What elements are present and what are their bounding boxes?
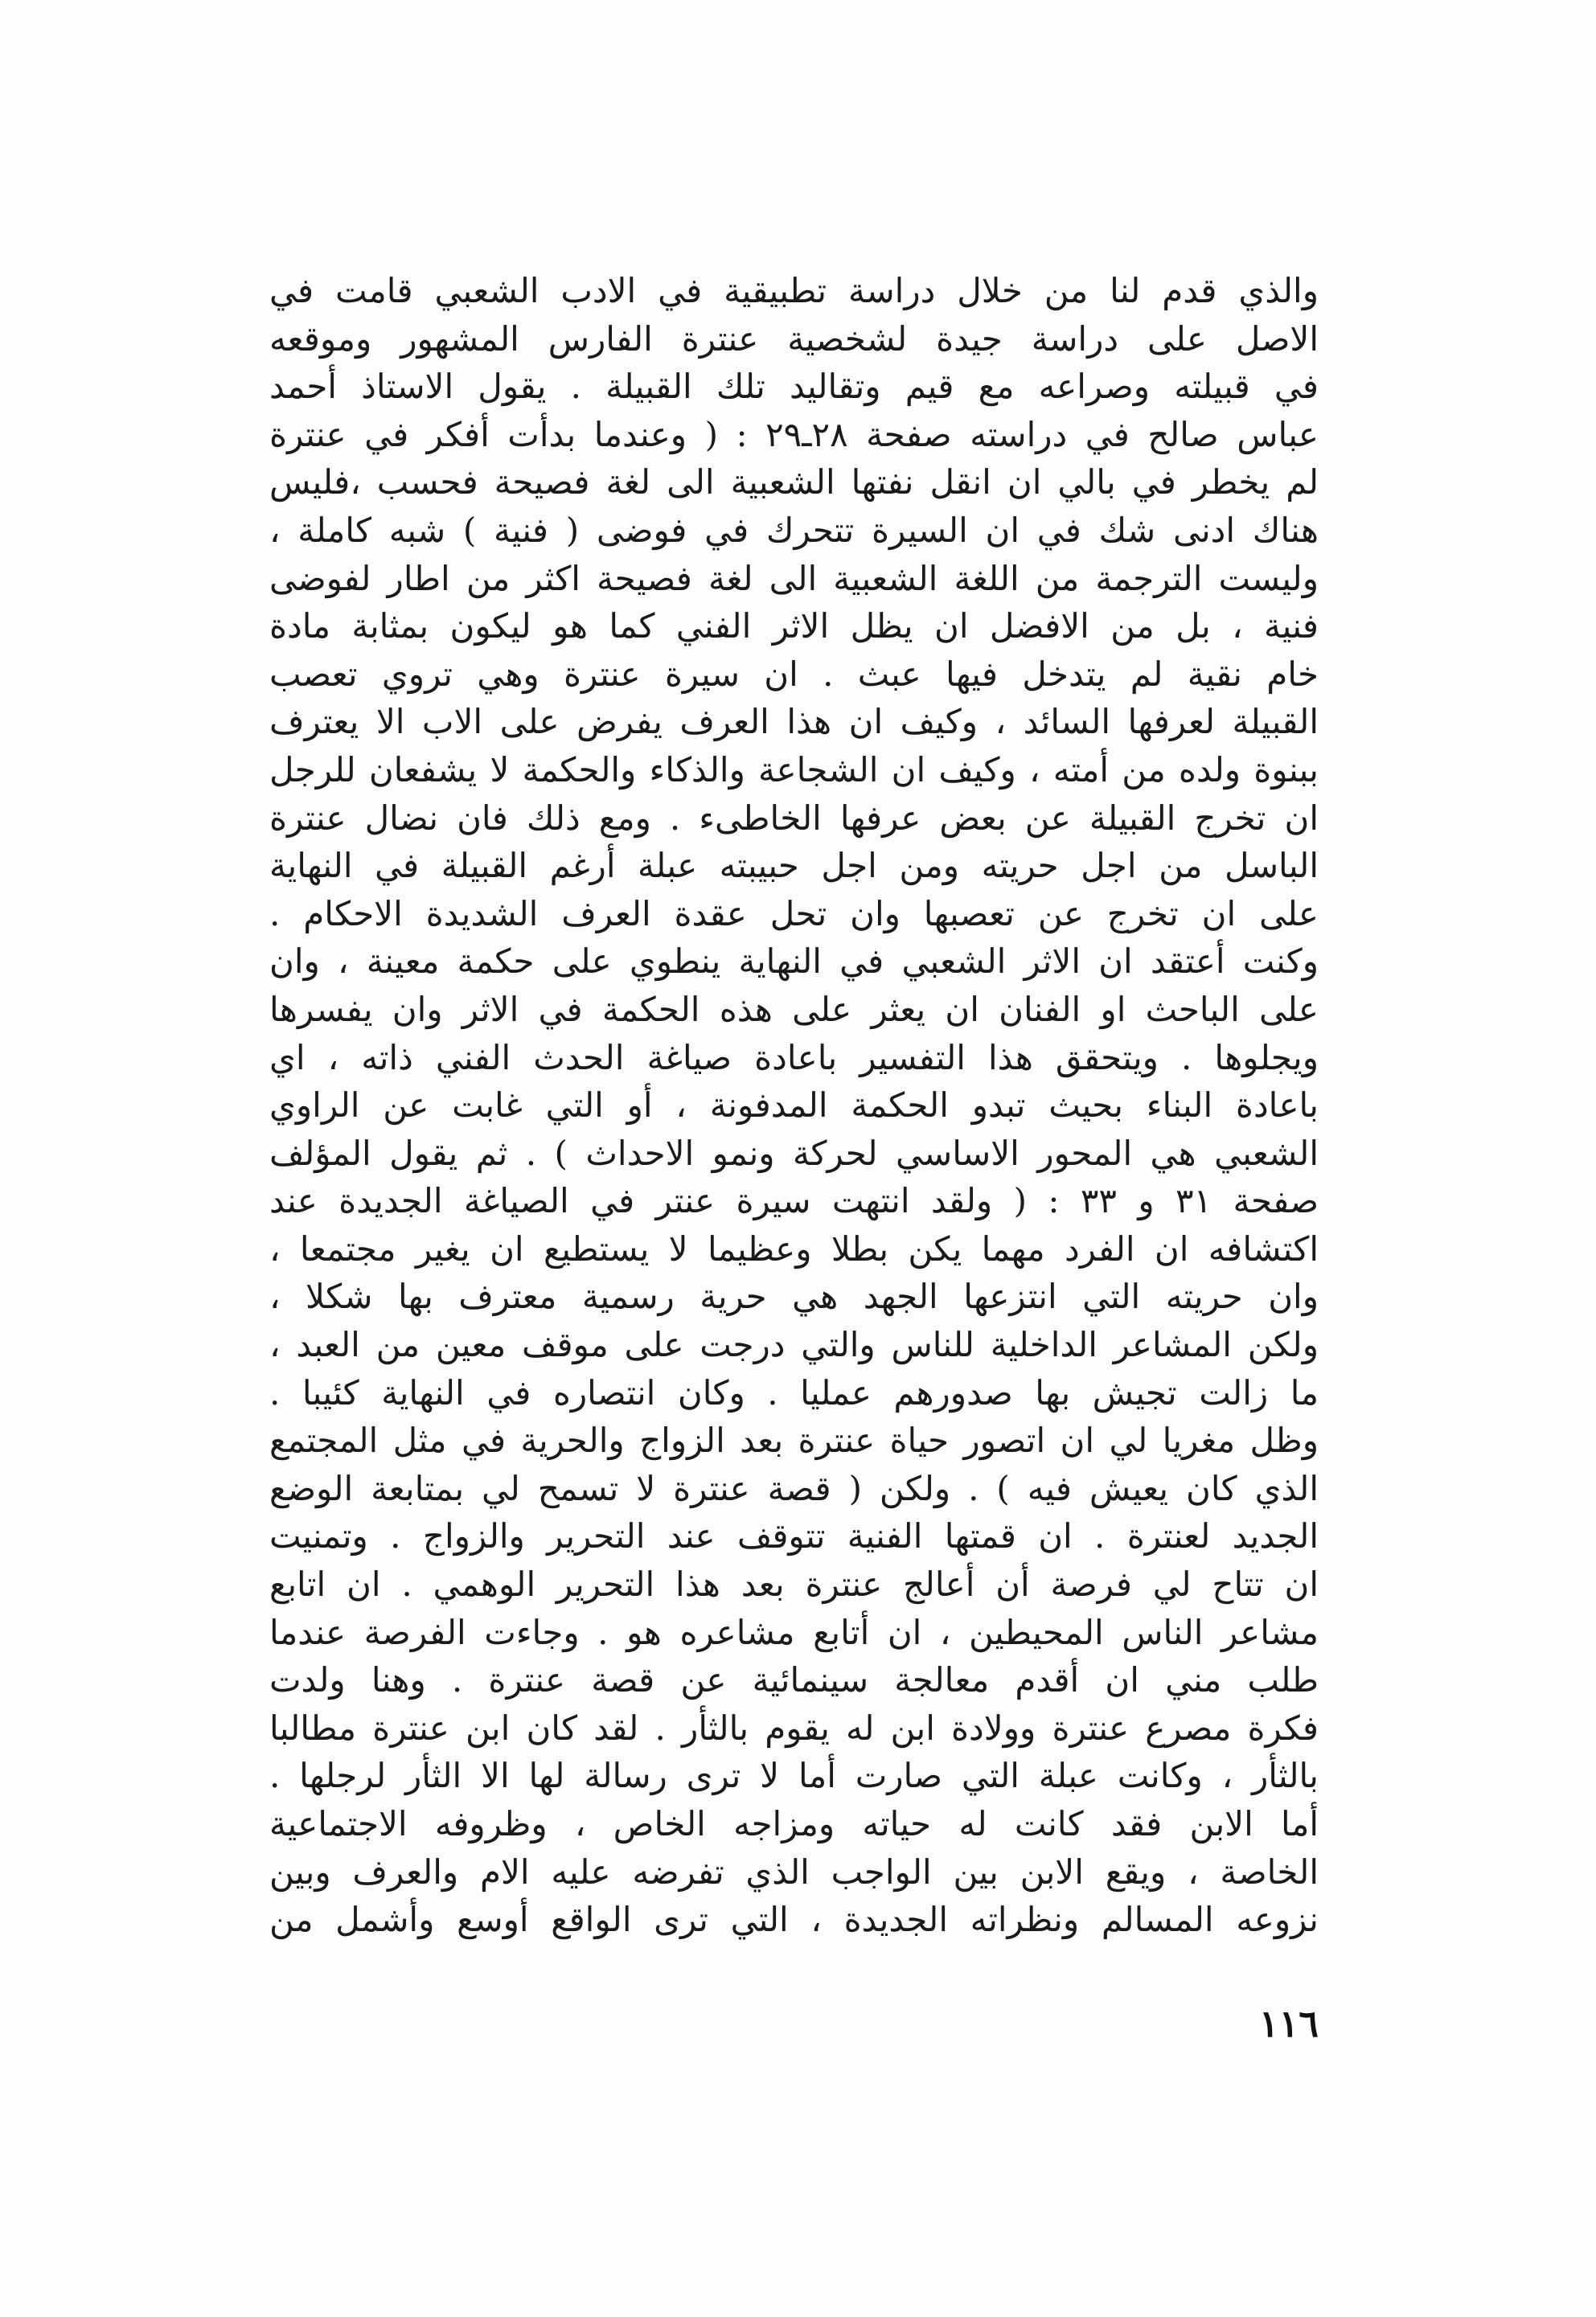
text-line: ولكن المشاعر الداخلية للناس والتي درجت على موقف معين من العبد ، bbox=[269, 1325, 1319, 1365]
text-line: القبيلة لعرفها السائد ، وكيف ان هذا العرف يفرض على الاب الا يعترف bbox=[269, 702, 1319, 742]
text-line: باعادة البناء بحيث تبدو الحكمة المدفونة ، أو التي غابت عن الراوي bbox=[269, 1085, 1319, 1126]
text-line: صفحة ٣١ و ٣٣ : ( ولقد انتهت سيرة عنتر في الصياغة الجديدة عند bbox=[269, 1181, 1319, 1221]
text-line: وكنت أعتقد ان الاثر الشعبي في النهاية ينطوي على حكمة معينة ، وان bbox=[269, 941, 1319, 982]
text-line: ويجلوها . ويتحقق هذا التفسير باعادة صياغة الحدث الفني ذاته ، اي bbox=[269, 1037, 1319, 1077]
text-line: ان تتاح لي فرصة أن أعالج عنترة بعد هذا التحرير الوهمي . ان اتابع bbox=[269, 1564, 1319, 1605]
text-line: أما الابن فقد كانت له حياته ومزاجه الخاص ، وظروفه الاجتماعية bbox=[269, 1804, 1319, 1843]
text-line: على ان تخرج عن تعصبها وان تحل عقدة العرف الشديدة الاحكام . bbox=[269, 893, 1319, 933]
text-line: وليست الترجمة من اللغة الشعبية الى لغة فصيحة اكثر من اطار لفوضى bbox=[269, 558, 1319, 598]
text-line: اكتشافه ان الفرد مهما يكن بطلا وعظيما لا يستطيع ان يغير مجتمعا ، bbox=[269, 1228, 1319, 1269]
page-number: ١١٦ bbox=[1258, 2002, 1319, 2045]
text-line: الجديد لعنترة . ان قمتها الفنية تتوقف عند التحرير والزواج . وتمنيت bbox=[269, 1516, 1319, 1556]
text-line: الخاصة ، ويقع الابن بين الواجب الذي تفرضه عليه الام والعرف وبين bbox=[269, 1852, 1319, 1892]
text-line: مشاعر الناس المحيطين ، ان أتابع مشاعره هو . وجاءت الفرصة عندما bbox=[269, 1612, 1319, 1652]
text-line: الباسل من اجل حريته ومن اجل حبيبته عبلة أرغم القبيلة في النهاية bbox=[269, 846, 1319, 886]
text-line: لم يخطر في بالي ان انقل نفتها الشعبية الى لغة فصيحة فحسب ،فليس bbox=[269, 462, 1319, 502]
text-line: فنية ، بل من الافضل ان يظل الاثر الفني كما هو ليكون بمثابة مادة bbox=[269, 606, 1319, 646]
text-line: الاصل على دراسة جيدة لشخصية عنترة الفارس المشهور وموقعه bbox=[269, 318, 1319, 359]
text-line: عباس صالح في دراسته صفحة ٢٨ـ٢٩ : ( وعندما بدأت أفكر في عنترة bbox=[269, 414, 1319, 454]
text-line: نزوعه المسالم ونظراته الجديدة ، التي ترى الواقع أوسع وأشمل من bbox=[269, 1900, 1319, 1940]
text-line: وظل مغريا لي ان اتصور حياة عنترة بعد الزواج والحرية في مثل المجتمع bbox=[269, 1421, 1319, 1461]
text-line: على الباحث او الفنان ان يعثر على هذه الحكمة في الاثر وان يفسرها bbox=[269, 989, 1319, 1029]
text-line: ببنوة ولده من أمته ، وكيف ان الشجاعة والذكاء والحكمة لا يشفعان للرجل bbox=[269, 749, 1319, 789]
body-text bbox=[269, 267, 1319, 1944]
text-line: الذي كان يعيش فيه ) . ولكن ( قصة عنترة لا تسمح لي بمتابعة الوضع bbox=[269, 1468, 1319, 1508]
text-line: والذي قدم لنا من خلال دراسة تطبيقية في الادب الشعبي قامت في bbox=[269, 271, 1319, 310]
text-line: فكرة مصرع عنترة وولادة ابن له يقوم بالثأر . لقد كان ابن عنترة مطالبا bbox=[269, 1708, 1319, 1748]
text-line: هناك ادنى شك في ان السيرة تتحرك في فوضى ( فنية ) شبه كاملة ، bbox=[269, 510, 1319, 550]
text-line: الشعبي هي المحور الاساسي لحركة ونمو الاحداث ) . ثم يقول المؤلف bbox=[269, 1133, 1319, 1173]
text-line: ان تخرج القبيلة عن بعض عرفها الخاطىء . ومع ذلك فان نضال عنترة bbox=[269, 798, 1319, 838]
text-line: خام نقية لم يتدخل فيها عبث . ان سيرة عنترة وهي تروي تعصب bbox=[269, 654, 1319, 694]
text-line: في قبيلته وصراعه مع قيم وتقاليد تلك القبيلة . يقول الاستاذ أحمد bbox=[269, 367, 1319, 407]
text-line: طلب مني ان أقدم معالجة سينمائية عن قصة عنترة . وهنا ولدت bbox=[269, 1660, 1319, 1700]
text-line: ما زالت تجيش بها صدورهم عمليا . وكان انتصاره في النهاية كئيبا . bbox=[269, 1372, 1319, 1413]
text-line: وان حريته التي انتزعها الجهد هي حرية رسمية معترف بها شكلا ، bbox=[269, 1277, 1319, 1317]
text-line: بالثأر ، وكانت عبلة التي صارت أما لا ترى رسالة لها الا الثأر لرجلها . bbox=[269, 1756, 1319, 1796]
